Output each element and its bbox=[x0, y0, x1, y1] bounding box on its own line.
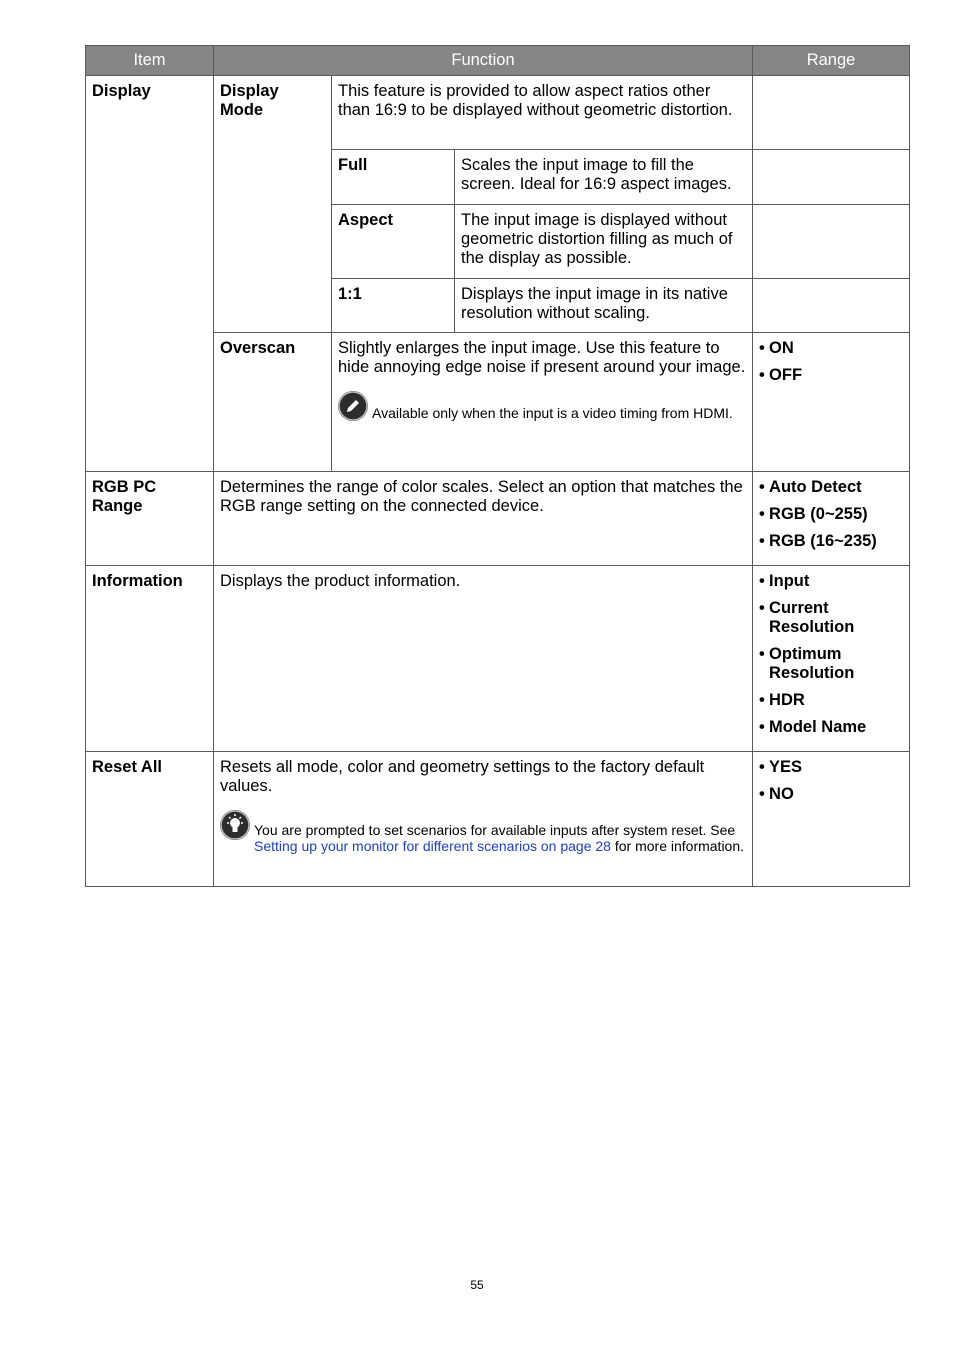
range-cell bbox=[753, 472, 910, 566]
range-option: • Optimum Resolution bbox=[759, 645, 903, 683]
overscan-note bbox=[338, 391, 746, 421]
overscan-cell bbox=[332, 333, 753, 472]
range-option: • HDR bbox=[759, 691, 903, 710]
item-display: Display bbox=[86, 76, 214, 472]
pencil-icon bbox=[338, 391, 368, 421]
table-row bbox=[86, 472, 910, 566]
note-text-start: You are prompted to set scenarios for available inputs after system reset. See bbox=[254, 822, 736, 838]
reset-description: Resets all mode, color and geometry settings to the factory default values. bbox=[220, 758, 705, 795]
range-option: • Model Name bbox=[759, 718, 903, 737]
option-name: Aspect bbox=[332, 205, 455, 279]
option-description: Scales the input image to fill the screen. Ideal for 16:9 aspect images. bbox=[455, 150, 753, 205]
note-text-end: for more information. bbox=[610, 838, 745, 854]
table-header-row bbox=[86, 46, 910, 76]
overscan-description: Slightly enlarges the input image. Use this feature to hide annoying edge noise if present around your image. bbox=[338, 339, 746, 376]
range-empty bbox=[753, 150, 910, 205]
note-text: Available only when the input is a video timing from HDMI. bbox=[372, 405, 733, 421]
range-option: • YES bbox=[759, 758, 903, 777]
header-function: Function bbox=[214, 46, 753, 76]
display-mode-description: This feature is provided to allow aspect ratios other than 16:9 to be displayed without geometric distortion. bbox=[332, 76, 753, 150]
range-cell bbox=[753, 752, 910, 887]
option-name: 1:1 bbox=[332, 279, 455, 333]
header-item: Item bbox=[86, 46, 214, 76]
range-empty bbox=[753, 76, 910, 150]
range-option: • Current Resolution bbox=[759, 599, 903, 637]
range-option: • OFF bbox=[759, 366, 903, 385]
range-option: • ON bbox=[759, 339, 903, 358]
table-row bbox=[86, 566, 910, 752]
header-range: Range bbox=[753, 46, 910, 76]
range-option: • Input bbox=[759, 572, 903, 591]
item-rgb-pc-range: RGB PC Range bbox=[86, 472, 214, 566]
range-empty bbox=[753, 205, 910, 279]
option-description: Displays the input image in its native resolution without scaling. bbox=[455, 279, 753, 333]
scenario-link[interactable]: Setting up your monitor for different scenarios on page 28 bbox=[254, 838, 611, 854]
table-row bbox=[86, 752, 910, 887]
function-display-mode: Display Mode bbox=[214, 76, 332, 333]
option-description: The input image is displayed without geometric distortion filling as much of the display as possible. bbox=[455, 205, 753, 279]
rgb-description: Determines the range of color scales. Select an option that matches the RGB range setting on the connected device. bbox=[214, 472, 753, 566]
range-empty bbox=[753, 279, 910, 333]
option-name: Full bbox=[332, 150, 455, 205]
range-cell bbox=[753, 566, 910, 752]
lightbulb-icon bbox=[220, 810, 250, 840]
note-text bbox=[254, 810, 746, 854]
table-row bbox=[86, 76, 910, 150]
information-description: Displays the product information. bbox=[214, 566, 753, 752]
function-overscan: Overscan bbox=[214, 333, 332, 472]
range-option: • NO bbox=[759, 785, 903, 804]
settings-table bbox=[85, 45, 910, 887]
range-option: • RGB (16~235) bbox=[759, 532, 903, 551]
range-option: • Auto Detect bbox=[759, 478, 903, 497]
range-cell bbox=[753, 333, 910, 472]
reset-cell bbox=[214, 752, 753, 887]
item-reset-all: Reset All bbox=[86, 752, 214, 887]
item-information: Information bbox=[86, 566, 214, 752]
reset-note bbox=[220, 810, 746, 854]
range-option: • RGB (0~255) bbox=[759, 505, 903, 524]
page-number: 55 bbox=[470, 1278, 484, 1292]
